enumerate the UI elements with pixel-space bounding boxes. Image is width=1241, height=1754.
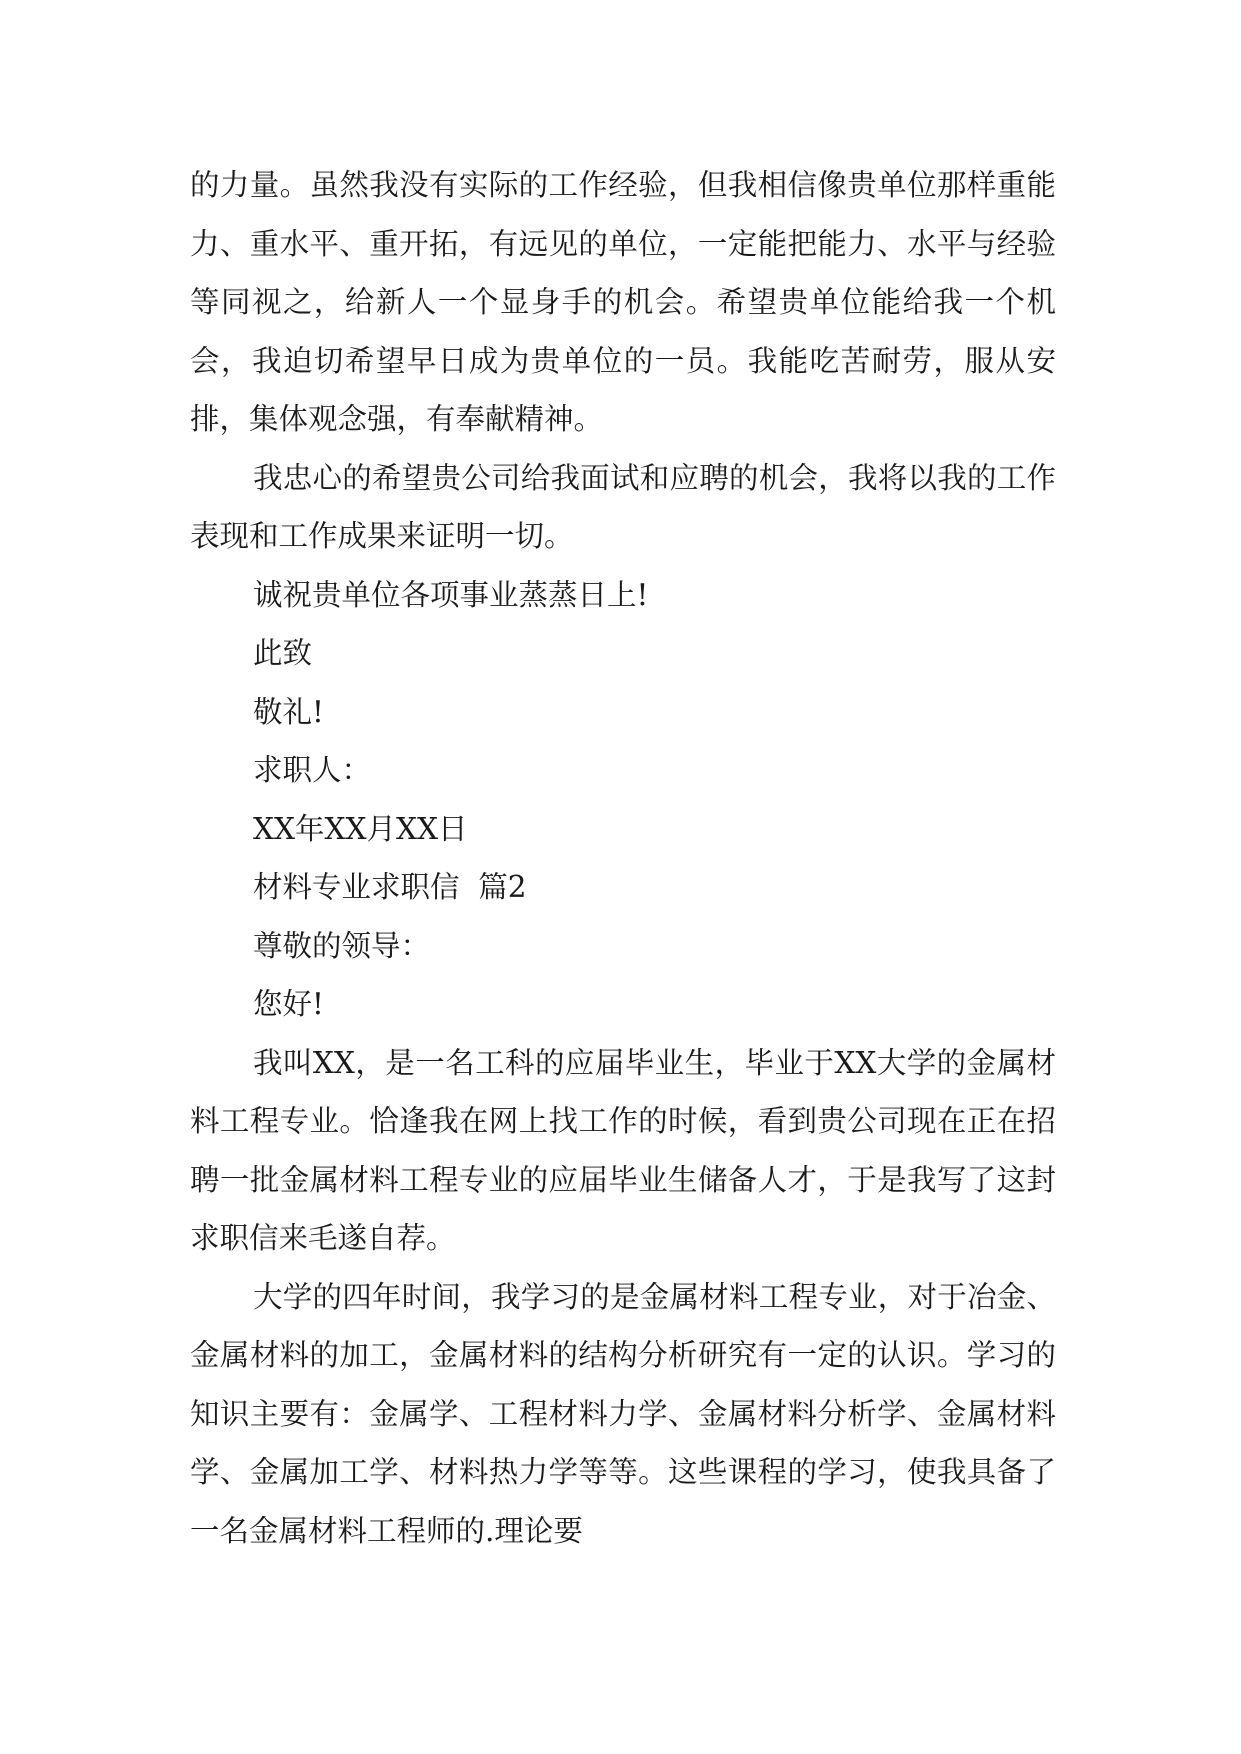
paragraph-continuation: 的力量。虽然我没有实际的工作经验，但我相信像贵单位那样重能力、重水平、重开拓，有远见的单位，一定能把能力、水平与经验等同视之，给新人一个显身手的机会。希望贵单位能给我一个机会，我迫切希望早日成为贵单位的一员。我能吃苦耐劳，服从安排，集体观念强，有奉献精神。	[190, 168, 1056, 436]
paragraph-wishes: 诚祝贵单位各项事业蒸蒸日上!	[253, 577, 649, 612]
paragraph-education: 大学的四年时间，我学习的是金属材料工程专业，对于冶金、金属材料的加工，金属材料的结构分析研究有一定的认识。学习的知识主要有：金属学、工程材料力学、金属材料分析学、金属材料学、金属加工学、材料热力学等等。这些课程的学习，使我具备了一名金属材料工程师的.理论要	[190, 1279, 1056, 1548]
letter-date: XX年XX月XX日	[253, 811, 468, 846]
letter-body	[190, 156, 1056, 1560]
greeting: 您好!	[253, 987, 324, 1021]
paragraph-interview-request: 我忠心的希望贵公司给我面试和应聘的机会，我将以我的工作表现和工作成果来证明一切。	[190, 460, 1056, 553]
section-heading: 材料专业求职信 篇2	[253, 870, 527, 904]
closing-salutation: 此致	[253, 636, 313, 670]
greeting-salutation: 尊敬的领导：	[253, 928, 431, 963]
signature-label: 求职人：	[253, 753, 372, 787]
closing-regards: 敬礼!	[253, 694, 324, 729]
paragraph-introduction: 我叫XX，是一名工科的应届毕业生，毕业于XX大学的金属材料工程专业。恰逢我在网上找工作的时候，看到贵公司现在正在招聘一批金属材料工程专业的应届毕业生储备人才，于是我写了这封求职信来毛遂自荐。	[190, 1045, 1056, 1255]
